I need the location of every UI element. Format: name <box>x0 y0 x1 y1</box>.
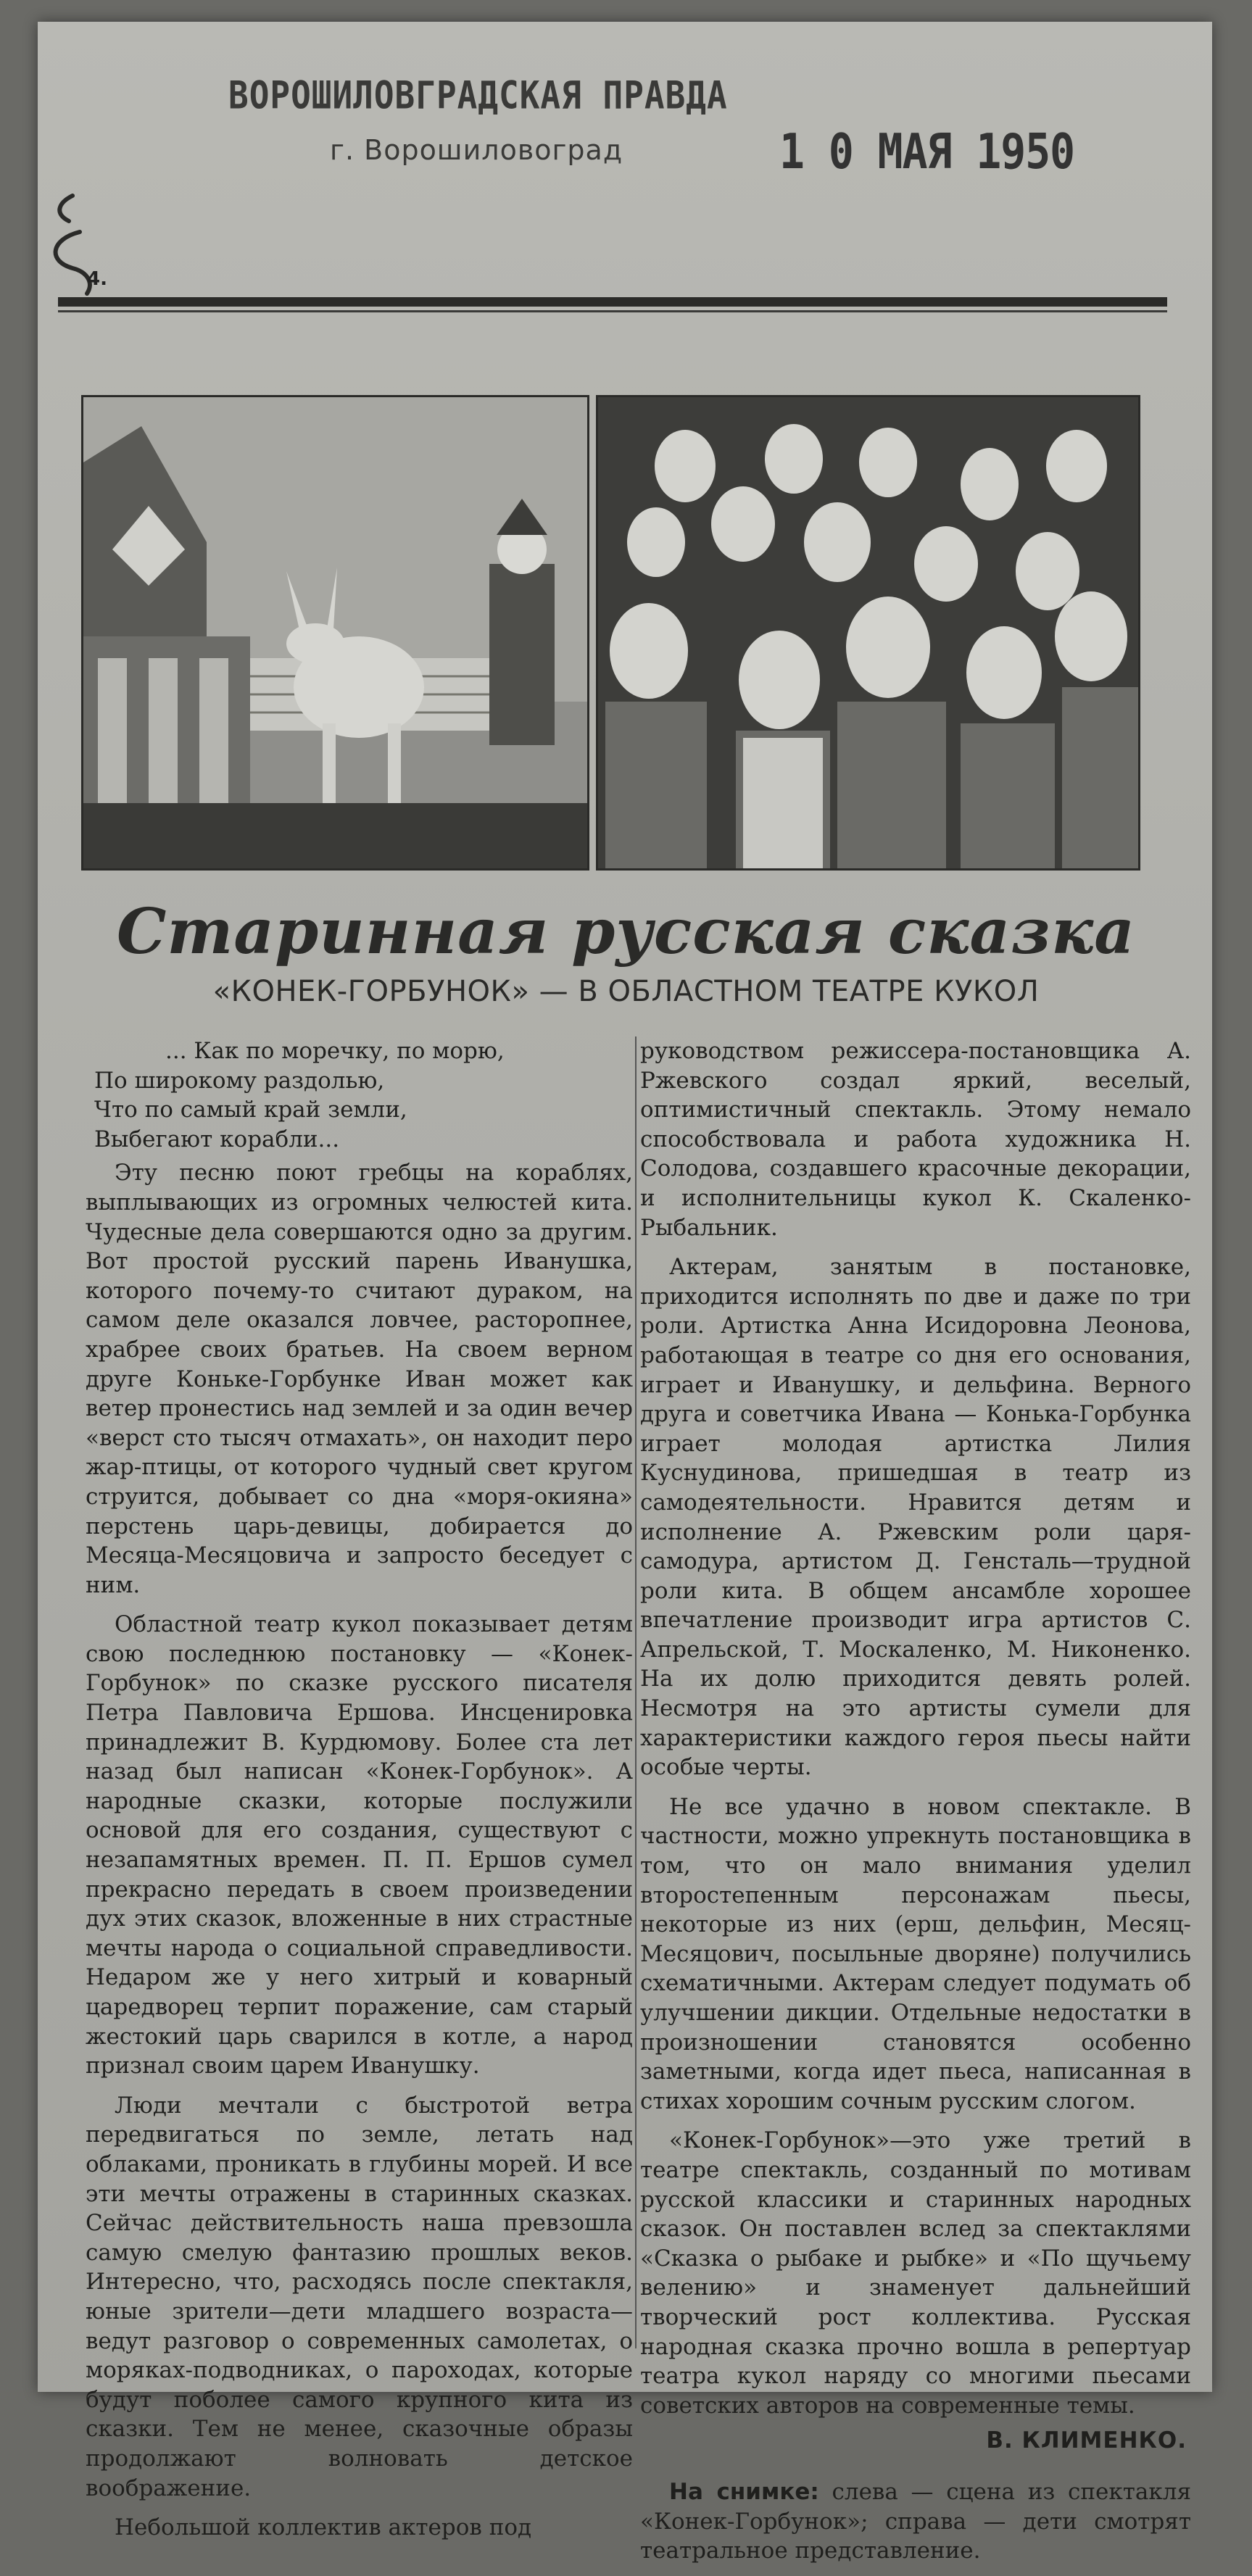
article-paragraph: руководством режиссера-постановщика А. Ржевского создал яркий, веселый, оптимистичный спектакль. Этому немало способствовала и работа художника Н. Солодова, создавшего красочные декорации, и исполнительницы кукол К. Скаленко-Рыбальник. <box>640 1038 1191 1241</box>
article-paragraph: Не все удачно в новом спектакле. В частности, можно упрекнуть постановщика в том, что он мало внимания уделил второстепенным персонажам пьесы, некоторые из них (ерш, дельфин, Месяц-Месяцович, посыльные дворяне) получились схематичными. Актерам следует подумать об улучшении дикции. Отдельные недостатки в произношении становятся особенно заметными, когда идет пьеса, написанная в стихах хорошим сочным русским слогом. <box>640 1793 1191 2114</box>
poem-epigraph <box>86 1036 633 1154</box>
poem-line: Что по самый край земли, <box>94 1097 407 1123</box>
caption-text: слева — сцена из спектакля «Конек-Горбунок»; справа — дети смотрят театральное представление. <box>640 2478 1192 2564</box>
photo-caption <box>640 2477 1191 2566</box>
page-number: 4. <box>87 268 107 290</box>
header-rule <box>58 297 1167 307</box>
article-paragraph: Областной театр кукол показывает детям свою последнюю постановку — «Конек-Горбунок» по сказке русского писателя Петра Павловича Ершова. Инсценировка принадлежит В. Курдюмову. Более ста лет назад был написан «Конек-Горбунок». А народные сказки, которые послужили основой для его создания, существуют с незапамятных времен. П. П. Ершов сумел прекрасно передать в своем произведении дух этих сказок, вложенные в них страстные мечты народа о социальной справедливости. Недаром же у него хитрый и коварный царедворец терпит поражение, сам старый жестокий царь сварился в котле, а народ признал своим царем Иванушку. <box>86 1611 633 2080</box>
column-divider <box>635 1036 637 2348</box>
article-column-right <box>640 1036 1191 2576</box>
poem-line: Выбегают корабли... <box>94 1126 340 1152</box>
article-paragraph: Актерам, занятым в постановке, приходится исполнять по две и даже по три роли. Артистка Анна Исидоровна Леонова, работающая в театре со дня его основания, играет и Иванушку, и дельфина. Верного друга и советчика Ивана — Конька-Горбунка играет молодая артистка Лилия Куснудинова, пришедшая в театр из самодеятельности. Нравится детям и исполнение А. Ржевским роли царя-самодура, артистом Д. Генсталь—трудной роли кита. В общем ансамбле хорошее впечатление производит игра артистов С. Апрельской, Т. Москаленко, М. Никоненко. На их долю приходится девять ролей. Несмотря на это артисты сумели для характеристики каждого героя пьесы найти особые черты. <box>640 1254 1191 1781</box>
header-rule-thin <box>58 310 1167 312</box>
poem-line: ... Как по моречку, по морю, <box>165 1038 505 1064</box>
city-line: г. Ворошиловоград <box>330 134 623 166</box>
caption-label: На снимке: <box>669 2478 819 2505</box>
article-subtitle: «КОНЕК-ГОРБУНОК» — В ОБЛАСТНОМ ТЕАТРЕ КУКОЛ <box>212 975 1040 1008</box>
article-title: Старинная русская сказка <box>116 895 1136 968</box>
photo-children-audience <box>596 395 1140 871</box>
poem-line: По широкому раздолью, <box>94 1067 385 1094</box>
article-paragraph: «Конек-Горбунок»—это уже третий в театре спектакль, созданный по мотивам русской классики и старинных народных сказок. Он поставлен вслед за спектаклями «Сказка о рыбаке и рыбке» и «По щучьему велению» и знаменует дальнейший творческий рост коллектива. Русская народная сказка прочно вошла в репертуар театра кукол наряду со многими пьесами советских авторов на современные темы. <box>640 2127 1191 2419</box>
article-paragraph: Эту песню поют гребцы на кораблях, выплывающих из огромных челюстей кита. Чудесные дела совершаются одно за другим. Вот простой русский парень Иванушка, которого почему-то считают дураком, на самом деле оказался ловчее, расторопнее, храбрее своих братьев. На своем верном друге Коньке-Горбунке Иван может как ветер пронестись над землей и за один вечер «верст сто тысяч отмахать», он находит перо жар-птицы, от которого чудный свет кругом струится, добывает со дна «моря-окияна» перстень царь-девицы, добирается до Месяца-Месяцовича и запросто беседует с ним. <box>86 1160 633 1598</box>
article-paragraph: Небольшой коллектив актеров под <box>115 2514 532 2541</box>
date-stamp: 1 0 МАЯ 1950 <box>779 123 1075 180</box>
article-paragraph: Люди мечтали с быстротой ветра передвигаться по земле, летать над облаками, проникать в глубины морей. И все эти мечты отражены в старинных сказках. Сейчас действительность наша превзошла самую смелую фантазию прошлых веков. Интересно, что, расходясь после спектакля, юные зрители—дети младшего возраста—ведут разговор о современных самолетах, о моряках-подводниках, о пароходах, которые будут поболее самого крупного кита из сказки. Тем не менее, сказочные образы продолжают волновать детское воображение. <box>86 2092 633 2501</box>
article-column-left <box>86 1036 633 2543</box>
photo-puppet-scene <box>81 395 589 871</box>
author-signature: В. КЛИМЕНКО. <box>986 2427 1187 2454</box>
newspaper-name: ВОРОШИЛОВГРАДСКАЯ ПРАВДА <box>228 72 728 118</box>
masthead-stamp <box>228 72 772 188</box>
